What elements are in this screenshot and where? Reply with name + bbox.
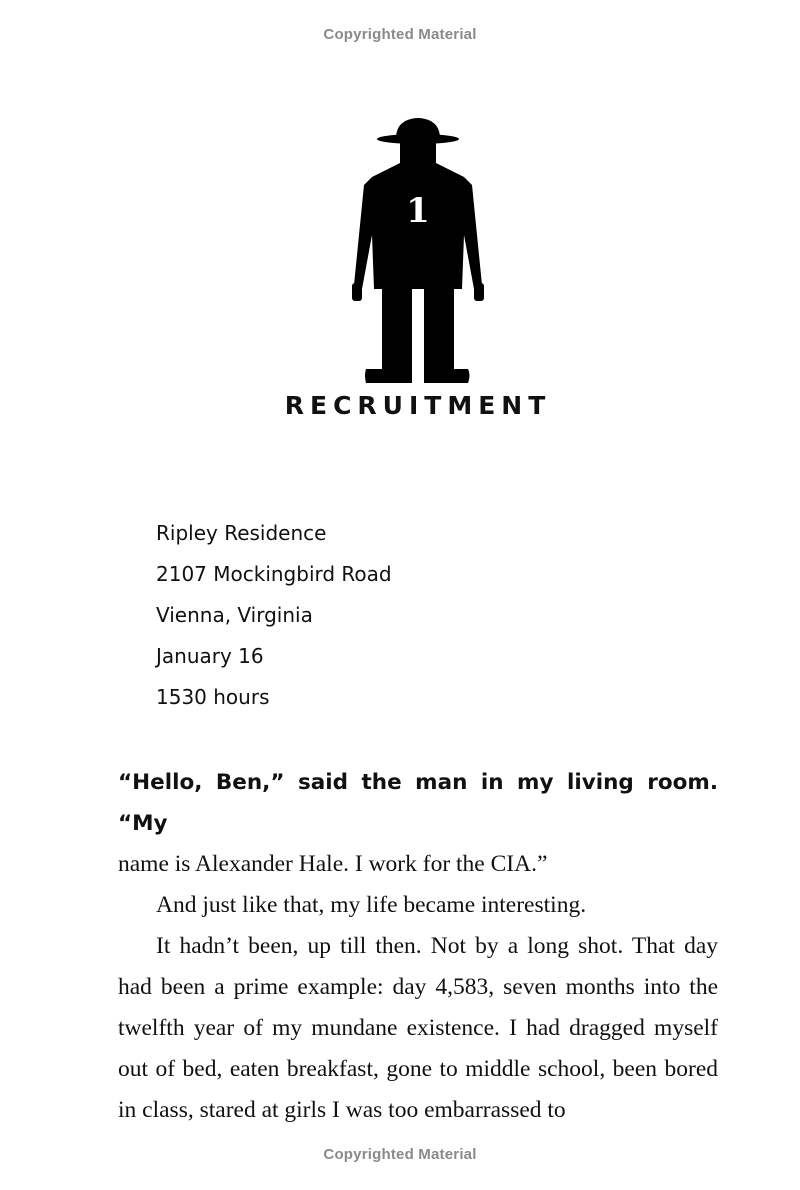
dateline-time: 1530 hours — [156, 685, 270, 709]
watermark-bottom: Copyrighted Material — [323, 1146, 477, 1163]
dateline-address: 2107 Mockingbird Road — [156, 562, 392, 586]
chapter-body — [118, 762, 718, 1131]
paragraph-1-lead — [118, 762, 718, 844]
chapter-title: RECRUITMENT — [284, 391, 552, 420]
dateline-city: Vienna, Virginia — [156, 603, 313, 627]
lead-in-text: “Hello, Ben,” said the man in my living room. “My — [118, 770, 718, 836]
dateline — [156, 518, 392, 723]
chapter-number: 1 — [406, 191, 430, 231]
paragraph-2: And just like that, my life became interesting. — [156, 892, 587, 918]
watermark-top: Copyrighted Material — [323, 26, 477, 43]
spy-silhouette-icon — [348, 115, 488, 387]
paragraph-1-rest: name is Alexander Hale. I work for the CIA.” — [118, 851, 548, 877]
dateline-location: Ripley Residence — [156, 521, 327, 545]
dateline-date: January 16 — [156, 644, 264, 668]
paragraph-3: It hadn’t been, up till then. Not by a long shot. That day had been a prime example: day 4,583, seven months into the twelfth year of my mundane existence. I had dragged myself out of bed, eaten breakfast, gone to middle school, been bored in class, stared at girls I was too embarrassed to — [118, 933, 718, 1123]
